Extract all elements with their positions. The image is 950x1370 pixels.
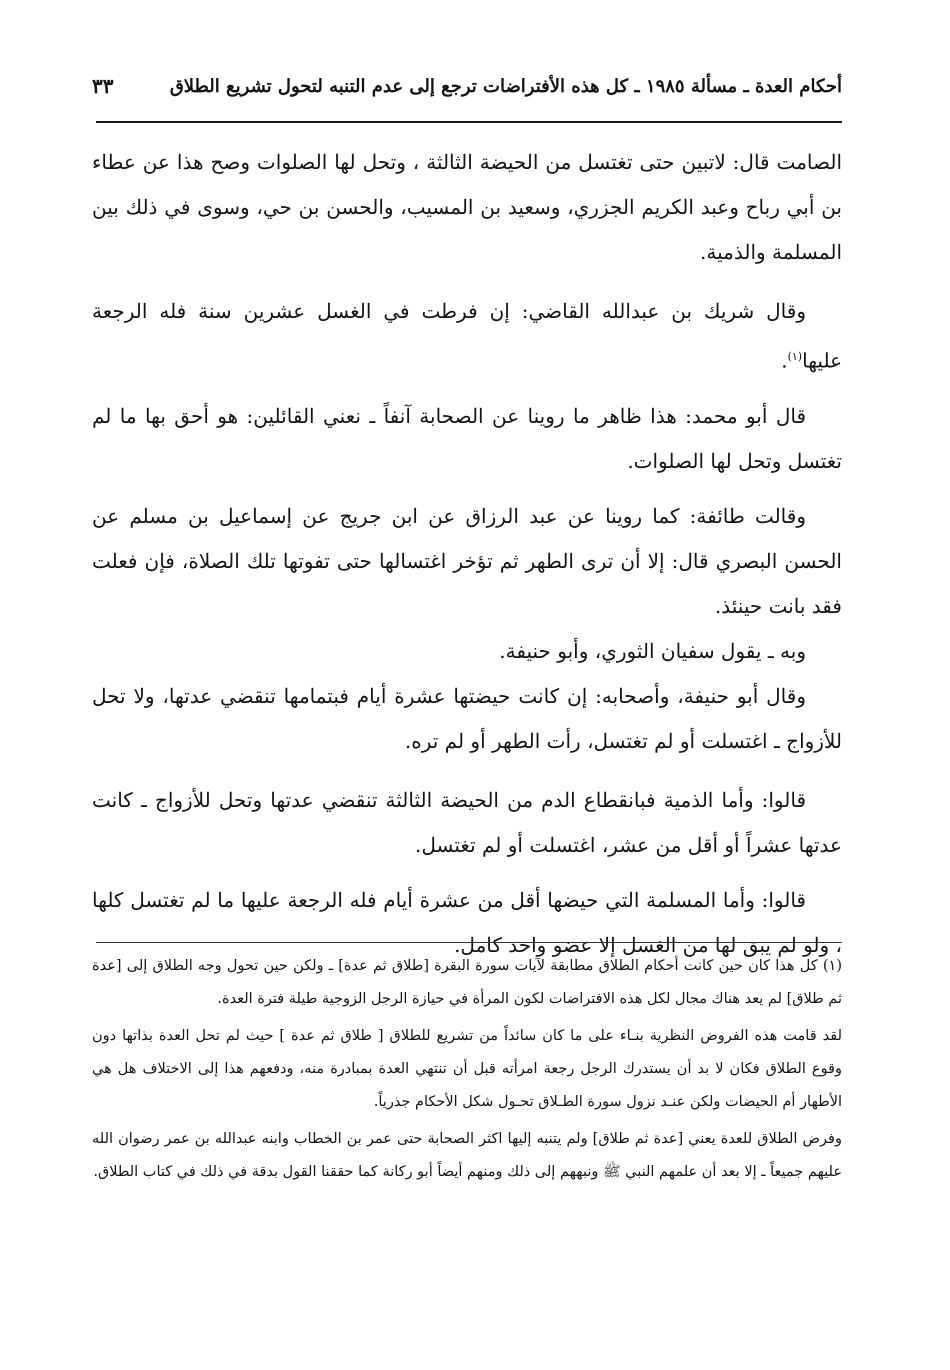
paragraph: وبه ـ يقول سفيان الثوري، وأبو حنيفة. — [499, 638, 806, 663]
header-divider — [96, 121, 842, 123]
paragraph-end: . — [781, 348, 788, 373]
main-text — [92, 140, 842, 968]
footnote-continuation: وفرض الطلاق للعدة يعني [عدة ثم طلاق] ولم يتنبه إليها اكثر الصحابة حتى عمر بن الخطاب وابنه عبدالله بن عمر رضوان الله عليهم جميعاً ـ إلا بعد أن علمهم النبي ﷺ ونبههم إلى ذلك ومنهم أيضاً أبو ركانة كما حققنا القول بدقة في ذلك في كتاب الطلاق. — [92, 1131, 842, 1180]
paragraph — [92, 289, 842, 384]
paragraph: قالوا: وأما الذمية فبانقطاع الدم من الحيضة الثالثة تنقضي عدتها وتحل للأزواج ـ كانت عدتها عشراً أو أقل من عشر، اغتسلت أو لم تغتسل. — [92, 787, 842, 857]
paragraph: الصامت قال: لاتبين حتى تغتسل من الحيضة الثالثة ، وتحل لها الصلوات وصح هذا عن عطاء بن أبي رباح وعبد الكريم الجزري، وسعيد بن المسيب، والحسن بن حي، وسوى في ذلك بين المسلمة والذمية. — [92, 150, 842, 264]
running-title: أحكام العدة ـ مسألة ١٩٨٥ ـ كل هذه الأفتراضات ترجع إلى عدم التنبه لتحول تشريع الطلاق — [169, 75, 842, 97]
paragraph: قالوا: وأما المسلمة التي حيضها أقل من عشرة أيام فله الرجعة عليها ما لم تغتسل كلها ، ولو لم يبق لها من الغسل إلا عضو واحد كامل. — [92, 887, 842, 957]
footnote-continuation: لقد قامت هذه الفروض النظرية بنـاء على ما كان سائداً من تشريع للطلاق [ طلاق ثم عدة ] حيث لم تحل العدة بذاتها دون وقوع الطلاق فكان لا بد أن يستدرك الرجل رجعة امرأته قبل أن تنتهي العدة بمبادرة منه، ودفعهم هذا إلى الاختلاف هل هي الأطهار أم الحيضات ولكن عنـد نزول سورة الطـلاق تحـول شكل الأحكام جذرياً. — [92, 1028, 842, 1110]
footnote: (١) كل هذا كان حين كانت أحكام الطلاق مطابقة لآيات سورة البقرة [طلاق ثم عدة] ـ ولكن حين تحول وجه الطلاق إلى [عدة ثم طلاق] لم يعد هناك مجال لكل هذه الافتراضات لكون المرأة في حيازة الرجل الزوجية طيلة فترة العدة. — [92, 958, 842, 1007]
paragraph: وقال أبو حنيفة، وأصحابه: إن كانت حيضتها عشرة أيام فبتمامها تنقضي عدتها، ولا تحل للأزواج ـ اغتسلت أو لم تغتسل، رأت الطهر أو لم تره. — [92, 683, 842, 753]
page-header — [92, 66, 842, 106]
paragraph: وقالت طائفة: كما روينا عن عبد الرزاق عن ابن جريج عن إسماعيل بن مسلم عن الحسن البصري قال: إلا أن ترى الطهر ثم تؤخر اغتسالها حتى تفوتها تلك الصلاة، فإن فعلت فقد بانت حينئذ. — [92, 503, 842, 618]
paragraph: قال أبو محمد: هذا ظاهر ما روينا عن الصحابة آنفاً ـ نعني القائلين: هو أحق بها ما لم تغتسل وتحل لها الصلوات. — [92, 403, 842, 473]
footnote-divider — [96, 942, 842, 943]
footnote-ref: (١) — [787, 350, 803, 363]
paragraph-text: وقال شريك بن عبدالله القاضي: إن فرطت في الغسل عشرين سنة فله الرجعة عليها — [92, 299, 842, 373]
page-number: ٣٣ — [92, 74, 114, 98]
footnotes — [92, 950, 842, 1189]
